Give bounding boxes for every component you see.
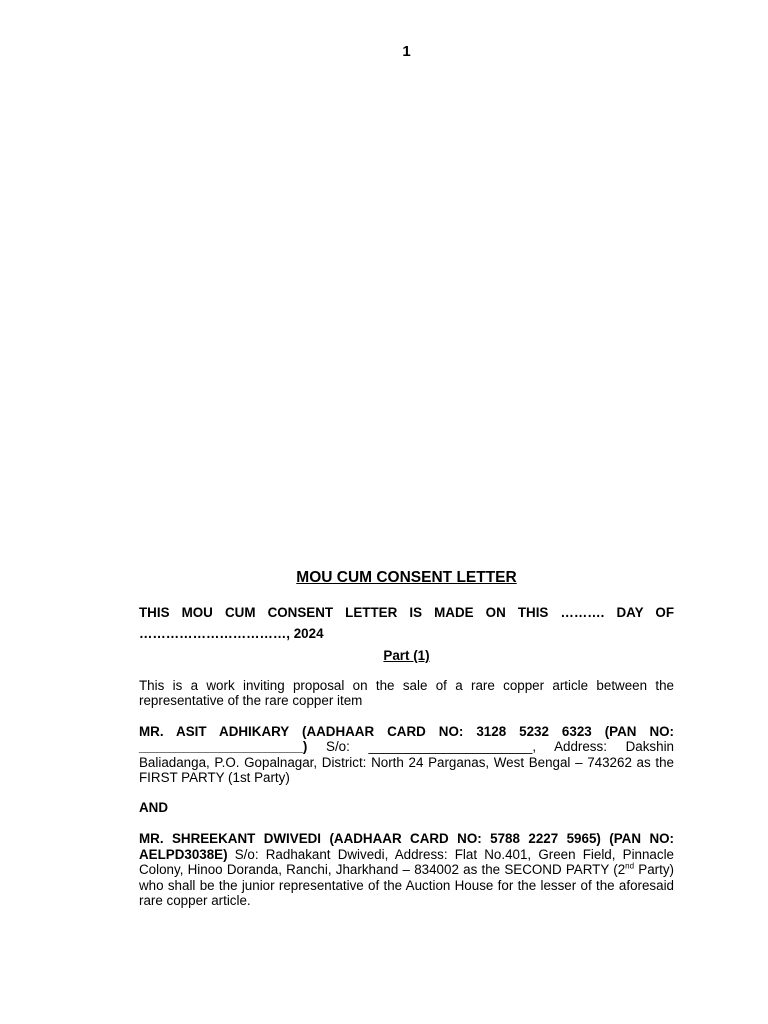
ordinal-superscript: nd bbox=[625, 861, 635, 871]
document-title: MOU CUM CONSENT LETTER bbox=[296, 569, 517, 586]
intro-date: ……………………………, 2024 bbox=[139, 626, 324, 641]
and-separator: AND bbox=[139, 800, 169, 816]
part-heading: Part (1) bbox=[383, 648, 430, 663]
first-party-paragraph bbox=[139, 724, 674, 786]
proposal-paragraph: This is a work inviting proposal on the sale of a rare copper article between the representative of the rare copper item bbox=[139, 678, 674, 709]
page-number: 1 bbox=[402, 43, 411, 60]
first-party-name: MR. ASIT ADHIKARY (AADHAAR CARD NO: 3128 5232 6323 (PAN NO: ______________________) bbox=[139, 723, 674, 755]
second-party-details: S/o: Radhakant Dwivedi, Address: Flat No.401, Green Field, Pinnacle Colony, Hinoo Doranda, Ranchi, Jharkhand – 834002 as the SECOND PARTY (2 bbox=[139, 846, 674, 878]
intro-line: THIS MOU CUM CONSENT LETTER IS MADE ON THIS ………. DAY OF bbox=[139, 605, 674, 620]
second-party-paragraph bbox=[139, 831, 674, 908]
second-party-name: MR. SHREEKANT DWIVEDI (AADHAAR CARD NO: 5788 2227 5965) (PAN NO: AELPD3038E) bbox=[139, 831, 674, 862]
document-body bbox=[139, 568, 674, 923]
first-party-details: S/o: ______________________, Address: Dakshin Baliadanga, P.O. Gopalnagar, District: North 24 Parganas, West Bengal – 743262 as the FIRST PARTY (1st Party) bbox=[139, 739, 674, 786]
second-party-details-end: Party) who shall be the junior representative of the Auction House for the lesser of the aforesaid rare copper article. bbox=[139, 862, 675, 909]
